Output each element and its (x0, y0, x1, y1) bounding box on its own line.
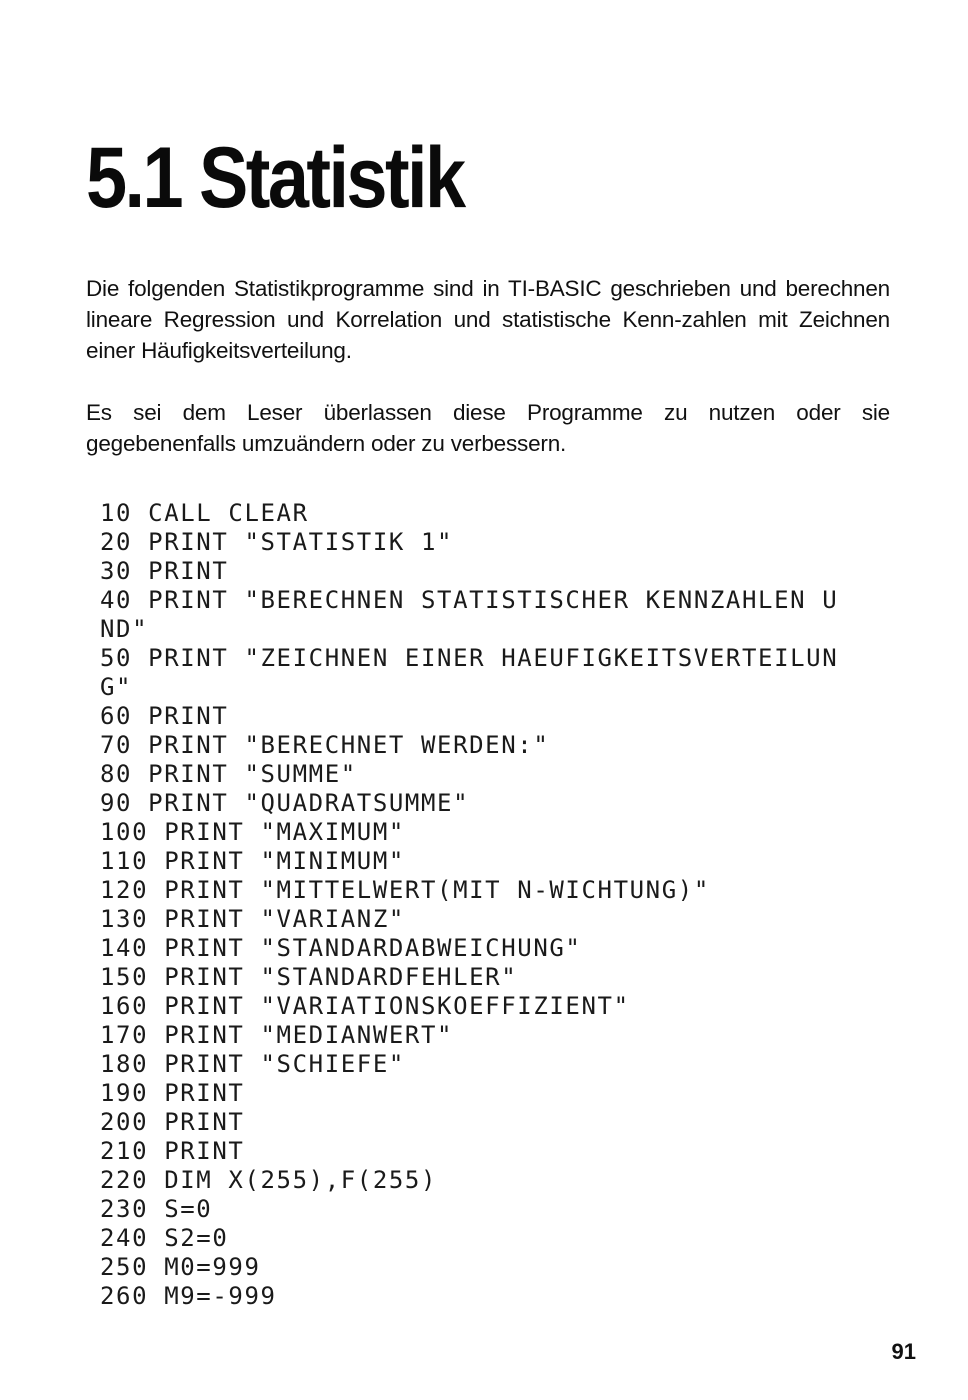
code-line: 10 CALL CLEAR (100, 499, 309, 527)
code-line: 110 PRINT "MINIMUM" (100, 847, 405, 875)
code-line: 20 PRINT "STATISTIK 1" (100, 528, 454, 556)
chapter-title: 5.1 Statistik (86, 130, 464, 226)
code-line: 240 S2=0 (100, 1224, 229, 1252)
page-number: 91 (891, 1339, 916, 1364)
code-line: G" (100, 673, 133, 701)
code-line: 70 PRINT "BERECHNET WERDEN:" (100, 731, 550, 759)
code-line: 250 M0=999 (100, 1253, 261, 1281)
code-line: 180 PRINT "SCHIEFE" (100, 1050, 405, 1078)
code-line: 210 PRINT (100, 1137, 245, 1165)
code-line: 150 PRINT "STANDARDFEHLER" (100, 963, 518, 991)
intro-paragraph-2: Es sei dem Leser überlassen diese Programme zu nutzen oder sie gegebenenfalls umzuändern oder zu verbessern. (86, 400, 890, 456)
code-line: ND" (100, 615, 149, 643)
program-listing (100, 499, 838, 1311)
intro-paragraph-1: Die folgenden Statistikprogramme sind in TI-BASIC geschrieben und berechnen lineare Regression und Korrelation und statistische Kenn-zahlen mit Zeichnen einer Häufigkeitsverteilung. (86, 276, 890, 363)
code-line: 260 M9=-999 (100, 1282, 277, 1310)
code-line: 40 PRINT "BERECHNEN STATISTISCHER KENNZAHLEN U (100, 586, 839, 614)
code-line: 200 PRINT (100, 1108, 245, 1136)
code-line: 30 PRINT (100, 557, 229, 585)
code-line: 120 PRINT "MITTELWERT(MIT N-WICHTUNG)" (100, 876, 710, 904)
code-line: 60 PRINT (100, 702, 229, 730)
code-line: 130 PRINT "VARIANZ" (100, 905, 405, 933)
code-line: 230 S=0 (100, 1195, 213, 1223)
code-line: 220 DIM X(255),F(255) (100, 1166, 438, 1194)
code-line: 190 PRINT (100, 1079, 245, 1107)
code-line: 50 PRINT "ZEICHNEN EINER HAEUFIGKEITSVERTEILUN (100, 644, 839, 672)
code-line: 140 PRINT "STANDARDABWEICHUNG" (100, 934, 582, 962)
code-line: 170 PRINT "MEDIANWERT" (100, 1021, 454, 1049)
code-line: 80 PRINT "SUMME" (100, 760, 357, 788)
code-line: 90 PRINT "QUADRATSUMME" (100, 789, 470, 817)
code-line: 100 PRINT "MAXIMUM" (100, 818, 405, 846)
code-line: 160 PRINT "VARIATIONSKOEFFIZIENT" (100, 992, 630, 1020)
